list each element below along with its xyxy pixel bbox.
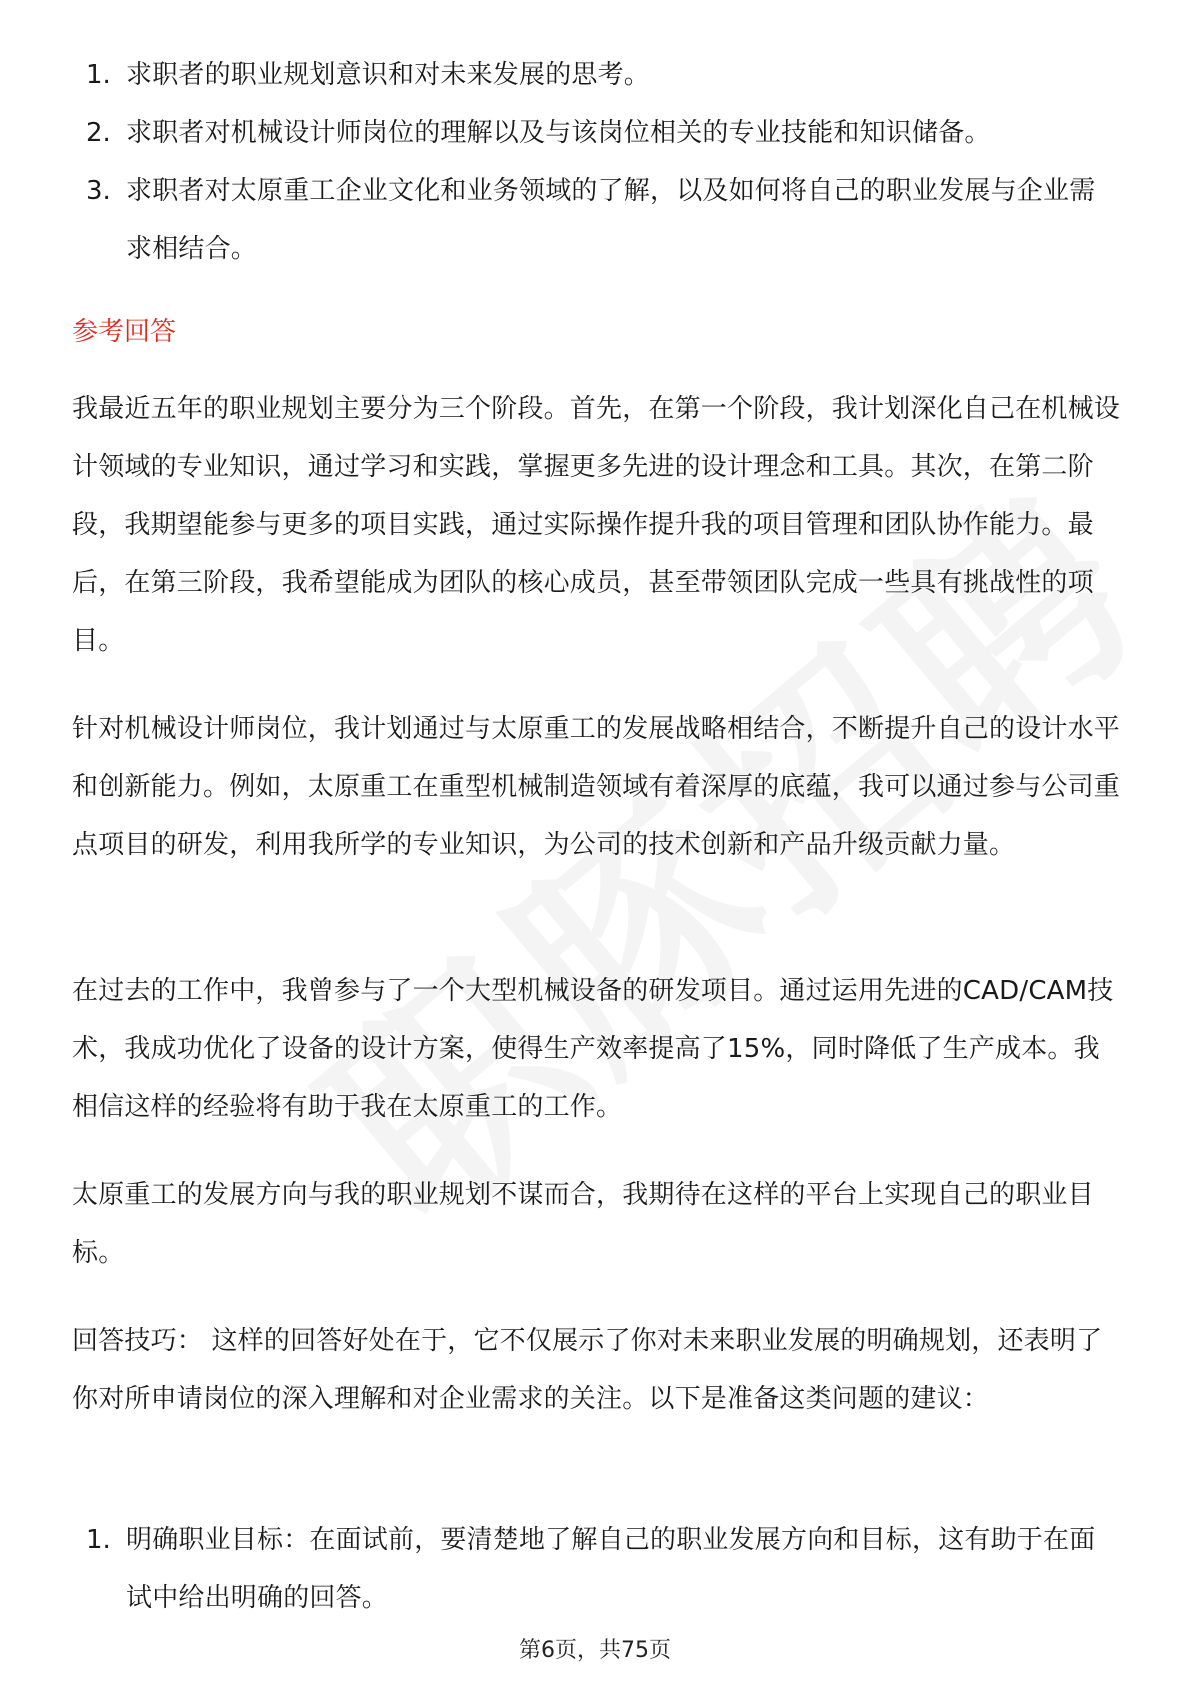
list-text: 求职者的职业规划意识和对未来发展的思考。 bbox=[126, 60, 651, 90]
list-number: 2. bbox=[86, 118, 111, 148]
list-text: 求职者对太原重工企业文化和业务领域的了解，以及如何将自己的职业发展与企业需求相结合。 bbox=[126, 176, 1096, 264]
paragraph: 在过去的工作中，我曾参与了一个大型机械设备的研发项目。通过运用先进的CAD/CAM技术，我成功优化了设备的设计方案，使得生产效率提高了15%，同时降低了生产成本。我相信这样的经验将有助于我在太原重工的工作。 bbox=[72, 976, 1114, 1122]
list-number: 1. bbox=[86, 60, 111, 90]
page-footer: 第6页，共75页 bbox=[519, 1638, 671, 1663]
section-heading: 参考回答 bbox=[72, 317, 177, 347]
list-text: 明确职业目标：在面试前，要清楚地了解自己的职业发展方向和目标，这有助于在面试中给出明确的回答。 bbox=[126, 1525, 1096, 1613]
paragraph: 我最近五年的职业规划主要分为三个阶段。首先，在第一个阶段，我计划深化自己在机械设计领域的专业知识，通过学习和实践，掌握更多先进的设计理念和工具。其次，在第二阶段，我期望能参与更多的项目实践，通过实际操作提升我的项目管理和团队协作能力。最后，在第三阶段，我希望能成为团队的核心成员，甚至带领团队完成一些具有挑战性的项目。 bbox=[72, 394, 1121, 656]
paragraph: 太原重工的发展方向与我的职业规划不谋而合，我期待在这样的平台上实现自己的职业目标。 bbox=[72, 1180, 1094, 1268]
list-number: 3. bbox=[86, 176, 111, 206]
paragraph: 针对机械设计师岗位，我计划通过与太原重工的发展战略相结合，不断提升自己的设计水平和创新能力。例如，太原重工在重型机械制造领域有着深厚的底蕴，我可以通过参与公司重点项目的研发，利用我所学的专业知识，为公司的技术创新和产品升级贡献力量。 bbox=[72, 714, 1121, 860]
paragraph: 回答技巧： 这样的回答好处在于，它不仅展示了你对未来职业发展的明确规划，还表明了你对所申请岗位的深入理解和对企业需求的关注。以下是准备这类问题的建议： bbox=[72, 1326, 1103, 1414]
list-text: 求职者对机械设计师岗位的理解以及与该岗位相关的专业技能和知识储备。 bbox=[126, 118, 991, 148]
list-number: 1. bbox=[86, 1525, 111, 1555]
